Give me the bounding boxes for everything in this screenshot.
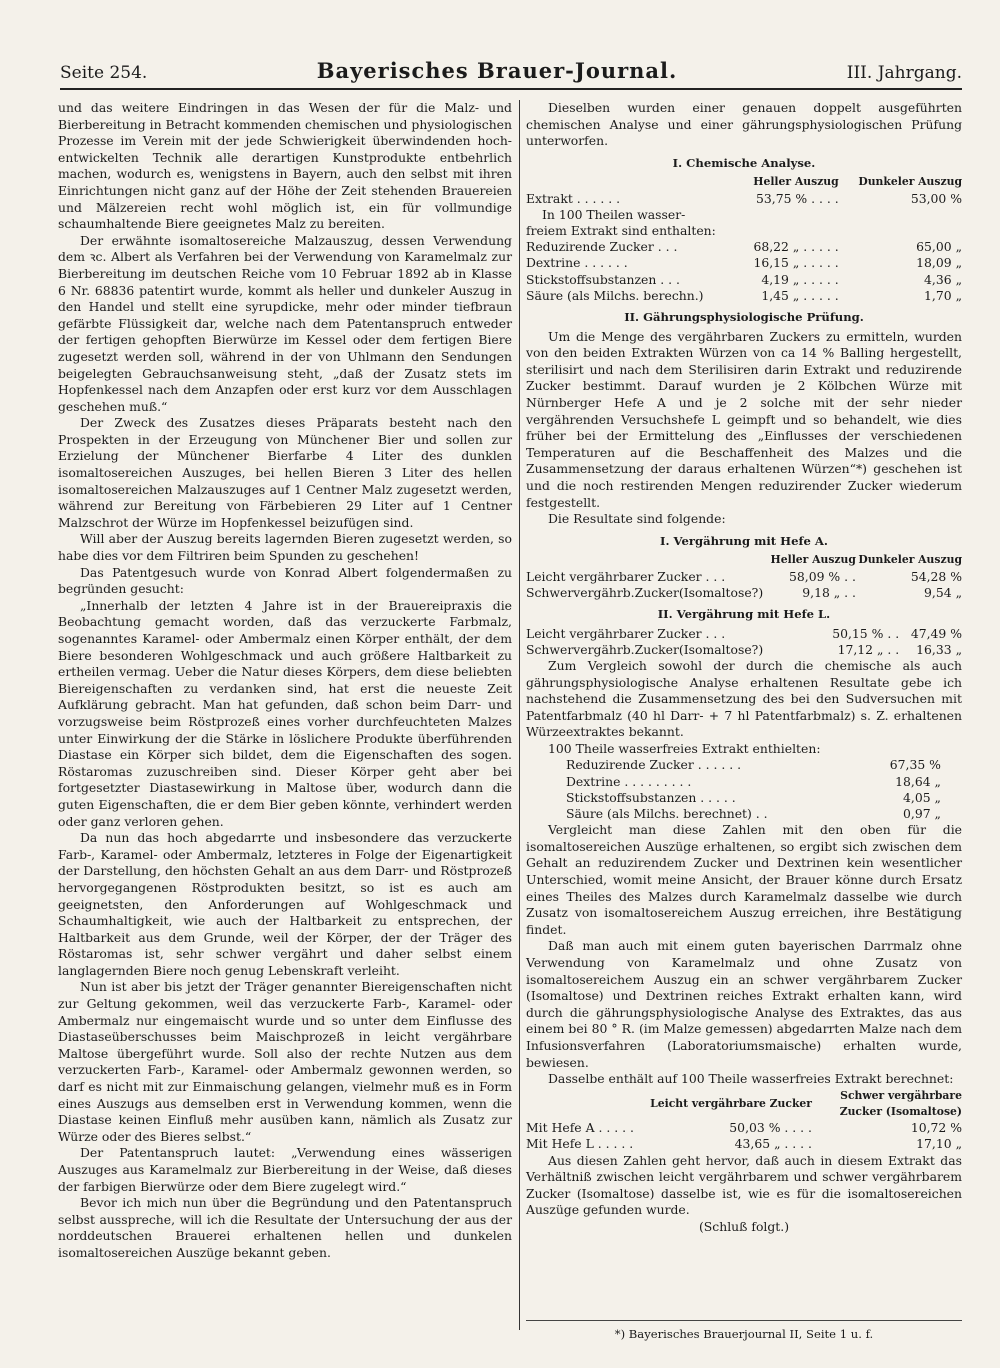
table-row: Reduzirende Zucker . . . . . . 67,35 % <box>566 757 941 773</box>
paragraph: Das Patentgesuch wurde von Konrad Albert folgendermaßen zu begründen gesucht: <box>58 564 512 597</box>
fermentation-table-a <box>526 552 962 601</box>
table-subheading: 100 Theile wasserfreies Extrakt enthielten: <box>548 740 821 756</box>
column-header: Schwer vergährbare Zucker (Isomaltose) <box>839 1088 962 1118</box>
column-header: Heller Auszug <box>753 175 839 189</box>
table-row: Dextrine . . . . . . . . . 18,64 „ <box>566 773 941 789</box>
table-row: Schwervergährb.Zucker(Isomaltose?) 17,12 „ . . 16,33 „ <box>526 641 962 657</box>
malt-fermentation-table <box>526 1088 962 1153</box>
column-header: Dunkeler Auszug <box>858 175 962 189</box>
section-heading: I. Chemische Analyse. <box>672 155 816 170</box>
paragraph: Dieselben wurden einer genauen doppelt ausgeführten chemischen Analyse und einer gährungsphysiologischen Prüfung unterworfen. <box>526 100 962 149</box>
table-row: Leicht vergährbarer Zucker . . . 50,15 % . . 47,49 % <box>526 625 962 641</box>
table-row: Schwervergährb.Zucker(Isomaltose?) 9,18 „ . . 9,54 „ <box>526 584 962 600</box>
paragraph: Der Patentanspruch lautet: „Verwendung eines wässerigen Auszuges aus Karamelmalz zur Bierbereitung in der Weise, daß dieses der farbigen Bierwürze oder dem Biere zugelegt wird.“ <box>58 1145 512 1194</box>
paragraph: „Innerhalb der letzten 4 Jahre ist in der Brauereipraxis die Beobachtung gemacht worden, daß das verzuckerte Farbmalz, sogenanntes Karamel- oder Ambermalz einen Körper enthält, der dem Biere besonderen Wohlgeschmack und auch größere Haltbarkeit zu ertheilen vermag. Ueber die Natur dieses Körpers, dem diese beliebten Biereigenschaften zu verdanken sind, hat erst die neueste Zeit Aufklärung gebracht. Man hat gefunden, daß schon beim Darr- und vorzugsweise beim Röstprozeß eines vorher durchfeuchteten Malzes unter Einwirkung der die Stärke in löslichere Produkte überführenden Diastase ein Körper sich bildet, dem die Eigenschaften des sogen. Röstaromas zuzuschreiben sind. Dieser Körper geht aber bei fortgesetzter Diastasewirkung in Maltose über, wodurch dann die guten Eigenschaften, die er dem Bier geben könnte, verhindert werden oder ganz verloren gehen. <box>58 597 512 829</box>
analysis-table <box>526 174 962 304</box>
paragraph: Der erwähnte isomaltosereiche Malzauszug, dessen Verwendung dem ꝛc. Albert als Verfahren bei der Verwendung von Karamelmalz zur Bierbereitung im deutschen Reiche vom 10 Februar 1892 ab in Klasse 6 Nr. 68836 patentirt wurde, kommt als heller und dunkeler Auszug in den Handel und stellt eine syrupdicke, mehr oder minder tiefbraun gefärbte Flüssigkeit dar, welche nach dem Patentanspruch entweder der fertigen gehopften Bierwürze im Kessel oder dem fertigen Biere zugesetzt werden soll, während in der von Uhlmann den Sendungen beigelegten Gebrauchsanweisung steht, „daß der Zusatz stets im Hopfenkessel nach dem Anzapfen oder erst kurz vor dem Ausschlagen geschehen muß.“ <box>58 232 512 414</box>
table-row: Dextrine . . . . . . 16,15 „ . . . . . 18,09 „ <box>526 255 962 271</box>
column-divider <box>519 100 520 1330</box>
paragraph: Bevor ich mich nun über die Begründung und den Patentanspruch selbst ausspreche, will ich die Resultate der Untersuchung der aus der norddeutschen Brauerei erhaltenen hellen und dunkelen isomaltosereichen Auszüge bekannt geben. <box>58 1195 512 1260</box>
closing-note: (Schluß folgt.) <box>698 1218 790 1234</box>
table-subheading: In 100 Theilen wasser- <box>542 206 686 222</box>
section-heading: II. Gährungsphysiologische Prüfung. <box>624 310 864 324</box>
page-header <box>60 58 962 90</box>
table-row: Stickstoffsubstanzen . . . 4,19 „ . . . . . 4,36 „ <box>526 271 962 287</box>
column-header: Leicht vergährbare Zucker <box>650 1096 812 1110</box>
table-row: Mit Hefe L . . . . . 43,65 „ . . . . 17,10 „ <box>526 1136 962 1152</box>
table-row: Säure (als Milchs. berechn.) 1,45 „ . . . . . 1,70 „ <box>526 287 962 303</box>
table-row: Säure (als Milchs. berechnet) . . 0,97 „ <box>566 806 941 822</box>
section-heading: II. Vergährung mit Hefe L. <box>657 606 831 621</box>
page-number: Seite 254. <box>60 63 148 83</box>
journal-title: Bayerisches Brauer-Journal. <box>316 58 678 83</box>
left-column <box>58 100 512 1262</box>
paragraph: Zum Vergleich sowohl der durch die chemische als auch gährungsphysiologische Analyse erhaltenen Resultate gebe ich nachstehend die Zusammensetzung des bei den Sudversuchen mit Patentfarbmalz (40 hl Darr- + 7 hl Patentfarbmalz) s. Z. erhaltenen Würzeextraktes bekannt. <box>526 657 962 740</box>
paragraph: Um die Menge des vergährbaren Zuckers zu ermitteln, wurden von den beiden Extrakten Würzen von ca 14 % Balling hergestellt, sterilisirt und nach dem Sterilisiren darin Extrakt und reduzirende Zucker bestimmt. Darauf wurden je 2 Kölbchen Würze mit Nürnberger Hefe A und je 2 solche mit der sehr nieder vergährenden Versuchshefe L geimpft und so behandelt, wie dies früher bei der Ermittelung des „Einflusses der verschiedenen Temperaturen auf die Beschaffenheit des Malzes und die Zusammensetzung der daraus erhaltenen Würzen“*) geschehen ist und die noch restirenden Mengen reduzirender Zucker wiederum festgestellt. <box>526 328 962 510</box>
paragraph: Aus diesen Zahlen geht hervor, daß auch in diesem Extrakt das Verhältniß zwischen leicht vergährbarem und schwer vergährbarem Zucker (Isomaltose) dasselbe ist, wie es für die isomaltosereichen Auszüge gefunden wurde. <box>526 1152 962 1218</box>
paragraph: Will aber der Auszug bereits lagernden Bieren zugesetzt werden, so habe dies vor dem Filtriren beim Spunden zu geschehen! <box>58 531 512 564</box>
footnote: *) Bayerisches Brauerjournal II, Seite 1 u. f. <box>526 1320 962 1341</box>
table-row: Leicht vergährbarer Zucker . . . 58,09 % . . 54,28 % <box>526 568 962 584</box>
table-row: Reduzirende Zucker . . . 68,22 „ . . . . . 65,00 „ <box>526 239 962 255</box>
column-header: Heller Auszug <box>770 553 856 567</box>
table-subheading: freiem Extrakt sind enthalten: <box>526 222 716 238</box>
section-heading: I. Vergährung mit Hefe A. <box>660 533 828 548</box>
column-header: Dunkeler Auszug <box>858 553 962 567</box>
paragraph: und das weitere Eindringen in das Wesen der für die Malz- und Bierbereitung in Betracht kommenden chemischen und physiologischen Prozesse im Verein mit der jede Schwierigkeit überwindenden hoch-entwickelten Technik alle derartigen Kunstprodukte entbehrlich machen, wodurch es, wenigstens in Bayern, auch den selbst mit ihren Einrichtungen nicht ganz auf der Höhe der Zeit stehenden Brauereien und Mälzereien recht wohl möglich ist, ein für vollmundige schaumhaltende Biere geeignetes Malz zu bereiten. <box>58 100 512 232</box>
paragraph: Vergleicht man diese Zahlen mit den oben für die isomaltosereichen Auszüge erhaltenen, so ergibt sich zwischen dem Gehalt an reduzirendem Zucker und Dextrinen kein wesentlicher Unterschied, womit meine Ansicht, der Brauer könne durch Ersatz eines Theiles des Malzes durch Karamelmalz dasselbe wie durch Zusatz von isomaltosereichem Auszug erreichen, ihre Bestätigung findet. <box>526 822 962 937</box>
paragraph: Nun ist aber bis jetzt der Träger genannter Biereigenschaften nicht zur Geltung gekommen, weil das verzuckerte Farb-, Karamel- oder Ambermalz nur eingemaischt wurde und so unter dem Einflusse des Diastaseüberschusses beim Maischprozeß in leicht vergährbare Maltose übergeführt wurde. Soll also der rechte Nutzen aus dem verzuckerten Farb-, Karamel- oder Ambermalz gewonnen werden, so darf es nicht mit zur Einmaischung gelangen, vielmehr muß es in Form eines Auszugs aus demselben erst in Verwendung kommen, wenn die Diastase keinen Einfluß mehr ausüben kann, nämlich als Zusatz zur Würze oder des Bieres selbst.“ <box>58 979 512 1144</box>
paragraph: Die Resultate sind folgende: <box>548 511 726 527</box>
paragraph: Da nun das hoch abgedarrte und insbesondere das verzuckerte Farb-, Karamel- oder Ambermalz, letzteres in Folge der Eigenartigkeit der Darstellung, den höchsten Gehalt an aus dem Darr- und Röstprozeß hervorgegangenen Röstprodukten besitzt, so ist es auch am geeignetsten, den Anforderungen auf Wohlgeschmack und Schaumhaltigkeit, wie auch der Haltbarkeit zu entsprechen, der Haltbarkeit aus dem Grunde, weil der Körper, der der Träger des Röstaromas ist, sehr schwer vergährt und daher selbst einem langlagernden Biere noch genug Lebenskraft verleiht. <box>58 830 512 978</box>
fermentation-table-l <box>526 626 962 658</box>
paragraph: Dasselbe enthält auf 100 Theile wasserfreies Extrakt berechnet: <box>548 1071 954 1087</box>
table-row: Extrakt . . . . . . 53,75 % . . . . 53,00 % <box>526 190 962 206</box>
wort-extract-table <box>566 757 941 822</box>
volume-label: III. Jahrgang. <box>846 63 962 83</box>
right-column <box>526 100 962 1236</box>
table-row: Mit Hefe A . . . . . 50,03 % . . . . 10,72 % <box>526 1120 962 1136</box>
paragraph: Daß man auch mit einem guten bayerischen Darrmalz ohne Verwendung von Karamelmalz und ohne Zusatz von isomaltosereichem Auszug ein an schwer vergährbarem Zucker (Isomaltose) und Dextrinen reiches Extrakt erhalten kann, wird durch die gährungsphysiologische Analyse des Extraktes, das aus einem bei 80 ° R. (im Malze gemessen) abgedarrten Malze nach dem Infusionsverfahren (Laboratoriumsmaische) erhalten wurde, bewiesen. <box>526 938 962 1070</box>
paragraph: Der Zweck des Zusatzes dieses Präparats besteht nach den Prospekten in der Erzeugung von Münchener Bier und sollen zur Erzielung der Münchener Bierfarbe 4 Liter des dunklen isomaltosereichen Auszuges, bei hellen Bieren 3 Liter des hellen isomaltosereichen Malzauszuges auf 1 Centner Malz zugesetzt werden, während zur Bereitung von Färbebieren 29 Liter auf 1 Centner Malzschrot der Würze im Hopfenkessel beizufügen sind. <box>58 415 512 530</box>
table-row: Stickstoffsubstanzen . . . . . 4,05 „ <box>566 789 941 805</box>
